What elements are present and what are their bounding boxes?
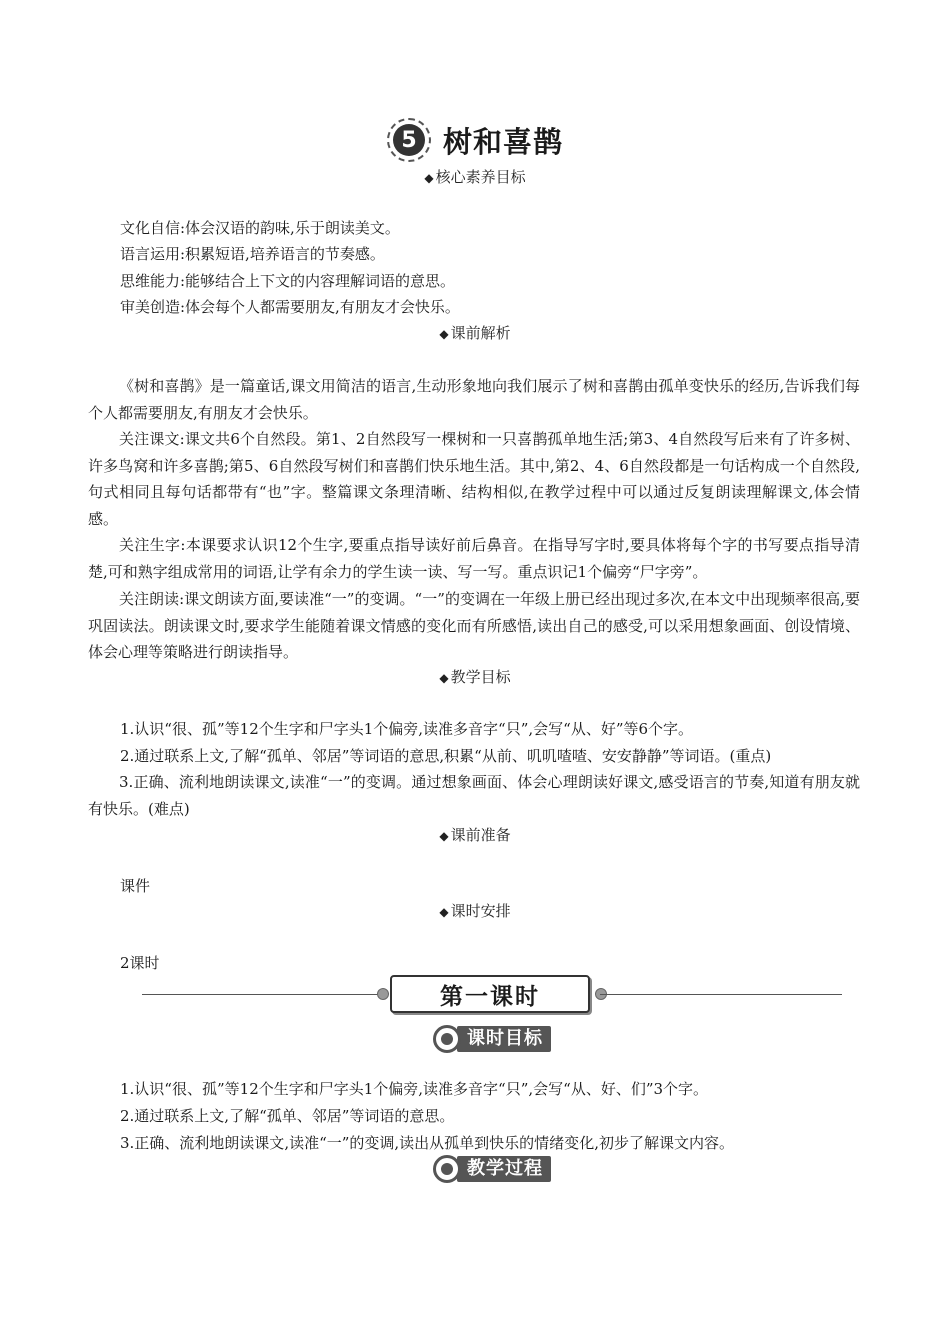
lesson-number-badge: [387, 118, 431, 162]
lesson-number: 5: [393, 124, 425, 156]
banner-box: [390, 975, 590, 1013]
section-heading-analysis: [0, 322, 950, 343]
diamond-icon: ◆: [439, 829, 449, 843]
tag-label: 课时目标: [457, 1026, 551, 1052]
lesson-goal-item: 1.认识“很、孤”等12个生字和尸字头1个偏旁,读准多音字“只”,会写“从、好、们”3个字。: [120, 1080, 709, 1098]
core-goal-item: 文化自信:体会汉语的韵味,乐于朗读美文。: [120, 219, 400, 237]
lesson-goal-item: 2.通过联系上文,了解“孤单、邻居”等词语的意思。: [120, 1107, 455, 1125]
lesson-header: [0, 118, 950, 162]
divider-line: [600, 994, 842, 995]
analysis-paragraph: 《树和喜鹊》是一篇童话,课文用简洁的语言,生动形象地向我们展示了树和喜鹊由孤单变快乐的经历,告诉我们每个人都需要朋友,有朋友才会快乐。: [88, 377, 860, 422]
diamond-icon: ◆: [439, 671, 449, 685]
teaching-goal-item: 2.通过联系上文,了解“孤单、邻居”等词语的意思,积累“从前、叽叽喳喳、安安静静”等词语。(重点): [120, 747, 772, 765]
banner-title: 第一课时: [440, 983, 540, 1010]
analysis-paragraph: 关注课文:课文共6个自然段。第1、2自然段写一棵树和一只喜鹊孤单地生活;第3、4自然段写后来有了许多树、许多鸟窝和许多喜鹊;第5、6自然段写树们和喜鹊们快乐地生活。其中,第2、4、6自然段都是一句话构成一个自然段,句式相同且每句话都带有“也”字。整篇课文条理清晰、结构相似,在教学过程中可以通过反复朗读理解课文,体会情感。: [88, 430, 860, 528]
section-heading-core-goals: [0, 166, 950, 187]
section-heading-text: 教学目标: [450, 668, 511, 686]
teaching-process-tag: [433, 1154, 551, 1184]
target-icon: [433, 1155, 461, 1183]
section-heading-text: 课前准备: [450, 826, 511, 844]
diamond-icon: ◆: [424, 171, 434, 185]
section-heading-text: 课时安排: [450, 902, 511, 920]
dot-icon: [377, 988, 389, 1000]
target-icon: [433, 1025, 461, 1053]
section-heading-schedule: [0, 900, 950, 921]
core-goal-item: 审美创造:体会每个人都需要朋友,有朋友才会快乐。: [120, 298, 460, 316]
schedule-text: 2课时: [120, 954, 160, 972]
teaching-goal-item: 1.认识“很、孤”等12个生字和尸字头1个偏旁,读准多音字“只”,会写“从、好”等6个字。: [120, 720, 694, 738]
analysis-paragraph: 关注朗读:课文朗读方面,要读准“一”的变调。“一”的变调在一年级上册已经出现过多次,在本文中出现频率很高,要巩固读法。朗读课文时,要求学生能随着课文情感的变化而有所感悟,读出自己的感受,可以采用想象画面、创设情境、体会心理等策略进行朗读指导。: [88, 590, 860, 661]
tag-label: 教学过程: [457, 1156, 551, 1182]
section-heading-text: 核心素养目标: [435, 168, 526, 186]
section-heading-teaching-goals: [0, 666, 950, 687]
preparation-text: 课件: [120, 877, 151, 895]
section-heading-preparation: [0, 824, 950, 845]
lesson-goal-item: 3.正确、流利地朗读课文,读准“一”的变调,读出从孤单到快乐的情绪变化,初步了解课文内容。: [120, 1134, 734, 1152]
section-heading-text: 课前解析: [450, 324, 511, 342]
teaching-goal-item: 3.正确、流利地朗读课文,读准“一”的变调。通过想象画面、体会心理朗读好课文,感受语言的节奏,知道有朋友就有快乐。(难点): [88, 773, 860, 818]
first-lesson-banner: [0, 975, 950, 1015]
core-goal-item: 语言运用:积累短语,培养语言的节奏感。: [120, 245, 385, 263]
analysis-paragraph: 关注生字:本课要求认识12个生字,要重点指导读好前后鼻音。在指导写字时,要具体将每个字的书写要点指导清楚,可和熟字组成常用的词语,让学有余力的学生读一读、写一写。重点识记1个偏旁“尸字旁”。: [88, 536, 860, 581]
diamond-icon: ◆: [439, 327, 449, 341]
diamond-icon: ◆: [439, 905, 449, 919]
lesson-title: 树和喜鹊: [442, 124, 563, 159]
lesson-goals-tag: [433, 1024, 551, 1054]
divider-line: [142, 994, 382, 995]
core-goal-item: 思维能力:能够结合上下文的内容理解词语的意思。: [120, 272, 456, 290]
